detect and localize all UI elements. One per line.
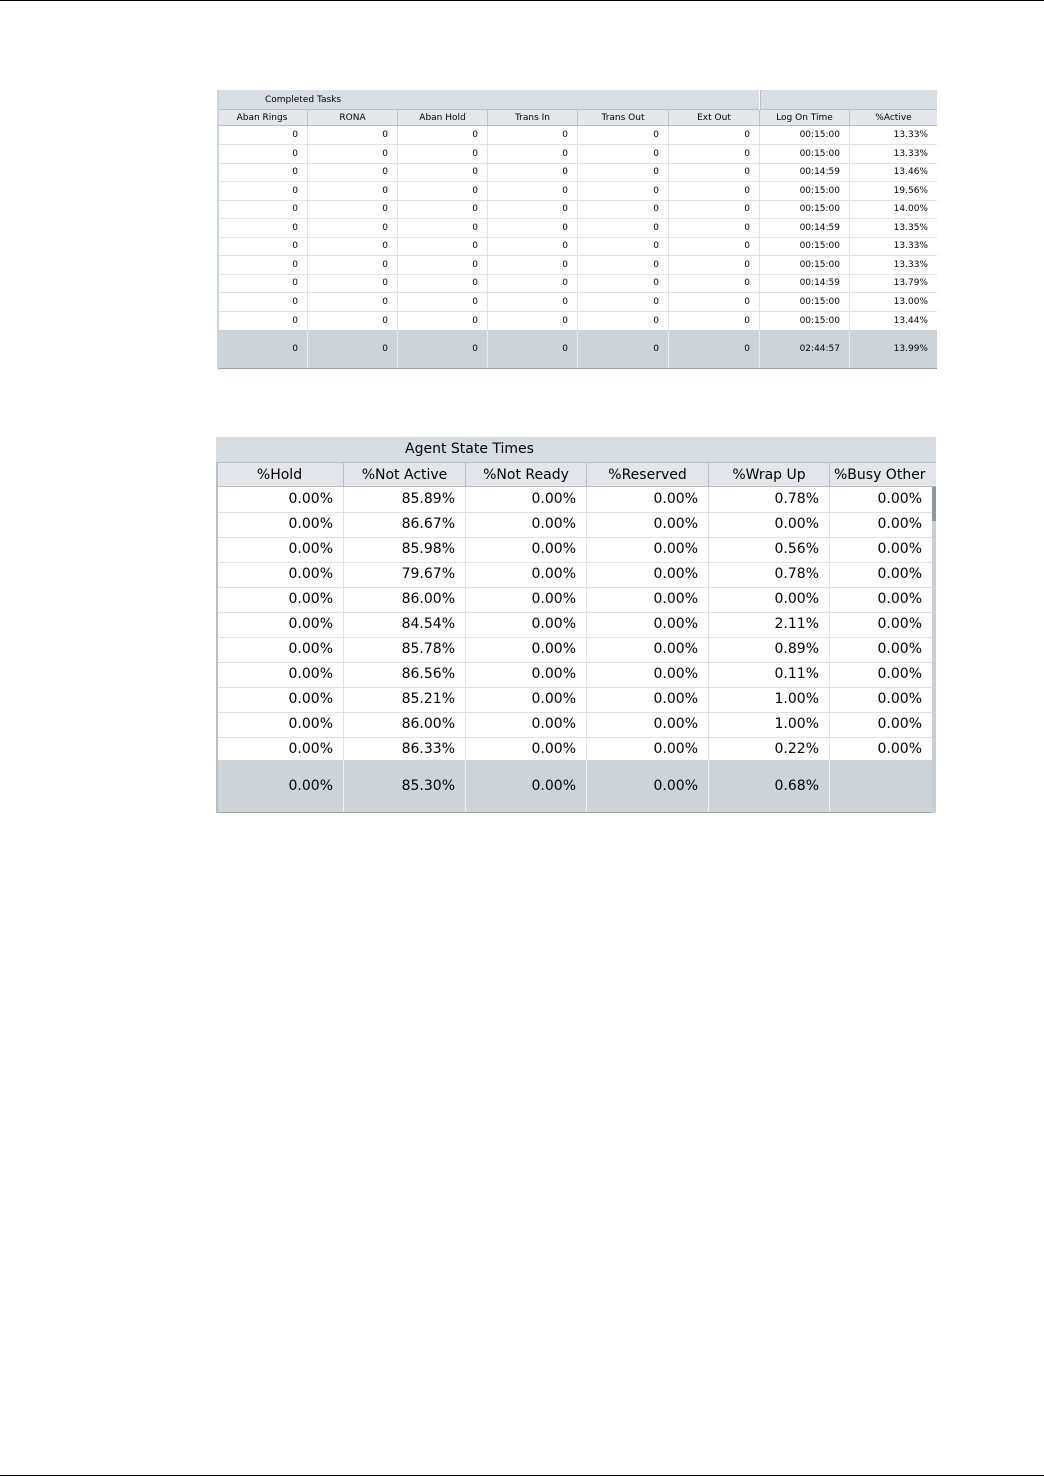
table-cell: 0 bbox=[488, 312, 578, 330]
table-cell: 85.78% bbox=[344, 637, 466, 662]
table-cell: 0 bbox=[669, 126, 760, 144]
table-cell: 86.56% bbox=[344, 662, 466, 687]
table-cell: 13.79% bbox=[893, 278, 928, 289]
table-cell: 2.11% bbox=[709, 612, 830, 637]
table-cell: 13.44% bbox=[893, 315, 928, 326]
totals-cell: 0.00% bbox=[216, 760, 344, 812]
table-cell: 0.00% bbox=[587, 637, 709, 662]
table-row[interactable] bbox=[216, 562, 932, 588]
table-cell: 0 bbox=[669, 237, 760, 255]
table-cell: 0.00% bbox=[587, 512, 709, 537]
table-row[interactable] bbox=[217, 256, 937, 275]
table-cell: 0.00% bbox=[466, 662, 587, 687]
column-header-pct-wrap-up[interactable]: %Wrap Up bbox=[709, 463, 830, 487]
group-title: Agent State Times bbox=[405, 441, 534, 457]
group-header-blank bbox=[760, 90, 937, 110]
table-cell: 0.00% bbox=[587, 712, 709, 737]
totals-cell bbox=[830, 760, 932, 812]
table-cell: 79.67% bbox=[344, 562, 466, 587]
scrollbar-thumb[interactable] bbox=[932, 487, 936, 521]
table-cell: 19.56% bbox=[893, 185, 928, 196]
table-cell: 0 bbox=[669, 145, 760, 163]
table-cell: 0 bbox=[578, 293, 669, 311]
table-cell: 0.00% bbox=[877, 541, 922, 557]
table-cell: 0.00% bbox=[877, 641, 922, 657]
table-cell: 0 bbox=[308, 200, 398, 218]
table-row[interactable] bbox=[216, 612, 932, 638]
column-header-aban-hold[interactable]: Aban Hold bbox=[398, 110, 488, 126]
column-header-ext-out[interactable]: Ext Out bbox=[669, 110, 760, 126]
table-cell: 0 bbox=[488, 219, 578, 237]
table-cell: 0 bbox=[398, 200, 488, 218]
table-cell: 0.00% bbox=[466, 712, 587, 737]
table-cell: 00:14:59 bbox=[760, 219, 850, 237]
table-cell: 0.00% bbox=[587, 662, 709, 687]
table-cell: 0 bbox=[308, 256, 398, 274]
table-cell: 00:15:00 bbox=[760, 200, 850, 218]
table-cell: 0 bbox=[217, 163, 308, 181]
table-cell: 0 bbox=[578, 312, 669, 330]
table-row[interactable] bbox=[217, 237, 937, 256]
totals-cell: 0.00% bbox=[466, 760, 587, 812]
table-cell: 0 bbox=[217, 219, 308, 237]
table-cell: 0 bbox=[217, 293, 308, 311]
table-cell: 0 bbox=[488, 274, 578, 292]
table-row[interactable] bbox=[216, 637, 932, 663]
table-cell: 0 bbox=[488, 163, 578, 181]
table-cell: 0 bbox=[217, 274, 308, 292]
table-cell: 0.00% bbox=[877, 716, 922, 732]
totals-cell: 85.30% bbox=[344, 760, 466, 812]
column-header-log-on-time[interactable]: Log On Time bbox=[760, 110, 850, 126]
table-cell: 0 bbox=[578, 219, 669, 237]
table-cell: 0 bbox=[308, 237, 398, 255]
table-cell: 0 bbox=[669, 219, 760, 237]
table-cell: 0 bbox=[578, 126, 669, 144]
table-cell: 13.00% bbox=[893, 296, 928, 307]
table-cell: 0 bbox=[578, 274, 669, 292]
table-cell: 0.00% bbox=[216, 737, 344, 762]
table-cell: 0.00% bbox=[587, 537, 709, 562]
table-cell: 0.00% bbox=[216, 562, 344, 587]
table-cell: 0 bbox=[578, 163, 669, 181]
table-cell: 14.00% bbox=[893, 204, 928, 215]
table-cell: 00:15:00 bbox=[760, 256, 850, 274]
table-cell: 0.00% bbox=[709, 587, 830, 612]
totals-cell: 0 bbox=[398, 330, 488, 368]
table-cell: 13.35% bbox=[893, 222, 928, 233]
table-cell: 0 bbox=[669, 312, 760, 330]
table-cell: 0 bbox=[398, 126, 488, 144]
table-row[interactable] bbox=[217, 163, 937, 182]
table-cell: 00:15:00 bbox=[760, 145, 850, 163]
table-cell: 0 bbox=[398, 293, 488, 311]
totals-cell: 0 bbox=[669, 330, 760, 368]
table-cell: 0 bbox=[308, 274, 398, 292]
table-cell: 0.00% bbox=[466, 562, 587, 587]
table-cell: 0.00% bbox=[587, 687, 709, 712]
table-cell: 0 bbox=[217, 182, 308, 200]
table-cell: 0.00% bbox=[216, 687, 344, 712]
column-header-pct-busy-other[interactable]: %Busy Other bbox=[830, 463, 936, 487]
table-cell: 0.00% bbox=[466, 737, 587, 762]
table-row[interactable] bbox=[216, 662, 932, 688]
table-row[interactable] bbox=[217, 126, 937, 145]
group-title: Completed Tasks bbox=[265, 95, 342, 105]
table-left-border bbox=[217, 90, 219, 370]
table-cell: 0 bbox=[578, 145, 669, 163]
table-cell: 13.33% bbox=[893, 259, 928, 270]
table-cell: 0.00% bbox=[466, 612, 587, 637]
table-cell: 0 bbox=[217, 312, 308, 330]
table-cell: 0 bbox=[669, 163, 760, 181]
table-cell: 86.67% bbox=[344, 512, 466, 537]
table-row[interactable] bbox=[216, 487, 932, 513]
table-cell: 85.21% bbox=[344, 687, 466, 712]
table-cell: 13.33% bbox=[893, 241, 928, 252]
table-cell: 0 bbox=[488, 293, 578, 311]
totals-cell: 0 bbox=[488, 330, 578, 368]
table-cell: 0 bbox=[488, 237, 578, 255]
table-row[interactable] bbox=[217, 274, 937, 293]
table-cell: 0 bbox=[669, 200, 760, 218]
column-header-aban-rings[interactable]: Aban Rings bbox=[217, 110, 308, 126]
table-cell: 0 bbox=[578, 200, 669, 218]
table-cell: 0.00% bbox=[216, 487, 344, 512]
table-row[interactable] bbox=[217, 312, 937, 331]
totals-cell: 0.00% bbox=[587, 760, 709, 812]
table-cell: 0.78% bbox=[709, 562, 830, 587]
table-cell: 0.00% bbox=[587, 587, 709, 612]
table-cell: 0 bbox=[578, 256, 669, 274]
table-cell: 0 bbox=[308, 312, 398, 330]
table-cell: 86.00% bbox=[344, 587, 466, 612]
table-cell: 0 bbox=[398, 274, 488, 292]
table-cell: 0 bbox=[398, 256, 488, 274]
table-cell: 0 bbox=[398, 219, 488, 237]
table-cell: 0 bbox=[308, 219, 398, 237]
table-cell: 0.00% bbox=[877, 666, 922, 682]
table-cell: 0 bbox=[488, 145, 578, 163]
table-cell: 0 bbox=[669, 182, 760, 200]
table-cell: 0.78% bbox=[709, 487, 830, 512]
table-cell: 0.00% bbox=[216, 662, 344, 687]
table-cell: 0.56% bbox=[709, 537, 830, 562]
table-cell: 13.33% bbox=[893, 130, 928, 140]
table-cell: 0.00% bbox=[587, 737, 709, 762]
column-header-pct-not-ready[interactable]: %Not Ready bbox=[466, 463, 587, 487]
column-header-pct-hold[interactable]: %Hold bbox=[216, 463, 344, 487]
totals-cell: 0.68% bbox=[709, 760, 830, 812]
table-cell: 0 bbox=[217, 237, 308, 255]
table-cell: 0.22% bbox=[709, 737, 830, 762]
group-header-completed-tasks bbox=[217, 90, 759, 110]
table-cell: 0.00% bbox=[216, 637, 344, 662]
table-cell: 0 bbox=[398, 237, 488, 255]
table-cell: 13.46% bbox=[893, 167, 928, 178]
table-cell: 0.00% bbox=[877, 491, 922, 507]
table-cell: 00:15:00 bbox=[760, 237, 850, 255]
table-cell: 0 bbox=[398, 182, 488, 200]
table-cell: 00:15:00 bbox=[760, 312, 850, 330]
table-cell: 0 bbox=[669, 293, 760, 311]
column-header-pct-not-active[interactable]: %Not Active bbox=[344, 463, 466, 487]
table-cell: 0 bbox=[669, 274, 760, 292]
table-cell: 0.00% bbox=[877, 691, 922, 707]
table-cell: 0 bbox=[488, 182, 578, 200]
vertical-scrollbar[interactable] bbox=[932, 487, 936, 813]
table-cell: 0.89% bbox=[709, 637, 830, 662]
table-cell: 0.00% bbox=[587, 487, 709, 512]
table-cell: 0 bbox=[578, 182, 669, 200]
table-cell: 85.89% bbox=[344, 487, 466, 512]
table-row[interactable] bbox=[217, 293, 937, 312]
column-header-rona[interactable]: RONA bbox=[308, 110, 398, 126]
table-cell: 0.00% bbox=[587, 562, 709, 587]
table-cell: 0.00% bbox=[216, 512, 344, 537]
table-cell: 0 bbox=[308, 293, 398, 311]
table-cell: 84.54% bbox=[344, 612, 466, 637]
table-cell: 0 bbox=[308, 145, 398, 163]
table-cell: 0 bbox=[308, 182, 398, 200]
table-cell: 0.00% bbox=[877, 516, 922, 532]
table-cell: 0.00% bbox=[877, 591, 922, 607]
totals-cell: 02:44:57 bbox=[760, 330, 850, 368]
table-cell: 0 bbox=[488, 126, 578, 144]
table-cell: 0.00% bbox=[216, 537, 344, 562]
table-cell: 0.00% bbox=[877, 741, 922, 757]
table-cell: 0 bbox=[488, 200, 578, 218]
table-row[interactable] bbox=[216, 537, 932, 563]
table-cell: 00:14:59 bbox=[760, 274, 850, 292]
totals-row bbox=[216, 760, 932, 813]
totals-cell: 0 bbox=[217, 330, 308, 368]
table-row[interactable] bbox=[216, 512, 932, 538]
table-cell: 0 bbox=[398, 163, 488, 181]
table-cell: 00:15:00 bbox=[760, 126, 850, 144]
table-row[interactable] bbox=[217, 219, 937, 238]
table-cell: 0.00% bbox=[216, 712, 344, 737]
table-row[interactable] bbox=[217, 182, 937, 201]
table-cell: 1.00% bbox=[709, 712, 830, 737]
table-cell: 0.00% bbox=[466, 637, 587, 662]
table-cell: 86.33% bbox=[344, 737, 466, 762]
table-cell: 00:14:59 bbox=[760, 163, 850, 181]
table-left-border bbox=[216, 463, 218, 813]
table-cell: 0.00% bbox=[877, 566, 922, 582]
table-cell: 0 bbox=[217, 126, 308, 144]
table-cell: 0.00% bbox=[587, 612, 709, 637]
group-header-agent-state-times bbox=[216, 437, 936, 463]
table-cell: 0.00% bbox=[466, 487, 587, 512]
table-cell: 0 bbox=[398, 312, 488, 330]
column-header-pct-active[interactable]: %Active bbox=[850, 110, 937, 126]
table-cell: 0 bbox=[578, 237, 669, 255]
column-header-trans-out[interactable]: Trans Out bbox=[578, 110, 669, 126]
table-cell: 0 bbox=[308, 126, 398, 144]
table-cell: 0 bbox=[217, 200, 308, 218]
table-cell: 0.00% bbox=[877, 616, 922, 632]
table-cell: 0.00% bbox=[466, 537, 587, 562]
table-row[interactable] bbox=[217, 145, 937, 164]
page-bottom-rule bbox=[0, 1475, 1044, 1476]
table-row[interactable] bbox=[216, 587, 932, 613]
table-row[interactable] bbox=[216, 712, 932, 738]
table-cell: 0.00% bbox=[216, 587, 344, 612]
table-cell: 0 bbox=[308, 163, 398, 181]
completed-tasks-table bbox=[217, 90, 937, 370]
totals-cell: 0 bbox=[308, 330, 398, 368]
table-cell: 86.00% bbox=[344, 712, 466, 737]
agent-state-times-table bbox=[216, 437, 936, 813]
table-cell: 0 bbox=[488, 256, 578, 274]
table-cell: 0.00% bbox=[216, 612, 344, 637]
table-cell: 0.00% bbox=[709, 512, 830, 537]
table-cell: 0 bbox=[398, 145, 488, 163]
table-row[interactable] bbox=[217, 200, 937, 219]
table-cell: 0 bbox=[217, 256, 308, 274]
totals-cell: 13.99% bbox=[893, 344, 928, 354]
page-top-rule bbox=[0, 0, 1044, 1]
table-cell: 13.33% bbox=[893, 148, 928, 159]
table-cell: 0 bbox=[217, 145, 308, 163]
column-header-pct-reserved[interactable]: %Reserved bbox=[587, 463, 709, 487]
column-header-trans-in[interactable]: Trans In bbox=[488, 110, 578, 126]
table-cell: 0.00% bbox=[466, 512, 587, 537]
totals-row bbox=[217, 330, 937, 369]
table-cell: 85.98% bbox=[344, 537, 466, 562]
table-cell: 0 bbox=[669, 256, 760, 274]
table-row[interactable] bbox=[216, 687, 932, 713]
table-cell: 0.00% bbox=[466, 687, 587, 712]
totals-cell: 0 bbox=[578, 330, 669, 368]
table-cell: 0.11% bbox=[709, 662, 830, 687]
table-cell: 0.00% bbox=[466, 587, 587, 612]
table-cell: 00:15:00 bbox=[760, 182, 850, 200]
table-cell: 00:15:00 bbox=[760, 293, 850, 311]
table-cell: 1.00% bbox=[709, 687, 830, 712]
